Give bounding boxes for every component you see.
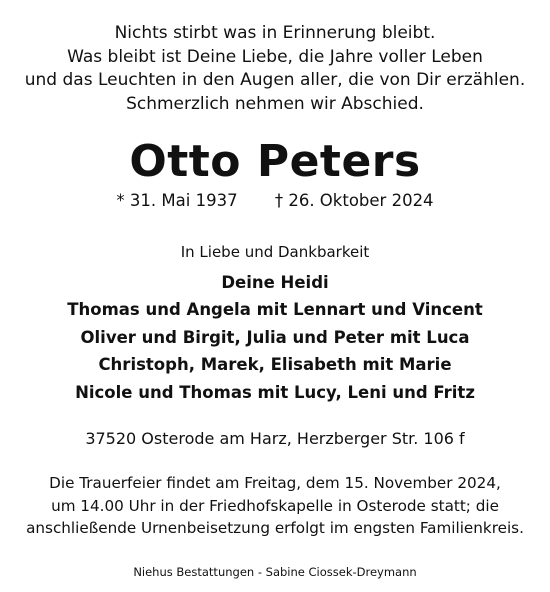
mourner-line: Deine Heidi [221, 273, 329, 292]
poem [0, 22, 550, 116]
birth-date: * 31. Mai 1937 [116, 191, 238, 210]
poem-line: und das Leuchten in den Augen aller, die von Dir erzählen. [24, 70, 526, 90]
mourner-line: Christoph, Marek, Elisabeth mit Marie [98, 355, 452, 375]
deceased-name: Otto Peters [129, 136, 421, 187]
address: 37520 Osterode am Harz, Herzberger Str. 106 f [85, 429, 465, 448]
mourner-line: Nicole und Thomas mit Lucy, Leni und Fritz [75, 382, 475, 402]
mourner-line: Thomas und Angela mit Lennart und Vincent [67, 300, 483, 320]
funeral-info [0, 472, 550, 540]
dedication: In Liebe und Dankbarkeit [180, 243, 370, 261]
funeral-info-line: um 14.00 Uhr in der Friedhofskapelle in Osterode statt; die [51, 496, 499, 515]
poem-line: Was bleibt ist Deine Liebe, die Jahre voller Leben [67, 46, 483, 67]
undertaker: Niehus Bestattungen - Sabine Ciossek-Dreymann [133, 565, 417, 579]
mourners-list [0, 269, 550, 406]
life-dates [0, 190, 550, 212]
funeral-info-line: Die Trauerfeier findet am Freitag, dem 15. November 2024, [49, 474, 501, 492]
poem-line: Nichts stirbt was in Erinnerung bleibt. [114, 23, 436, 43]
funeral-info-line: anschließende Urnenbeisetzung erfolgt im engsten Familienkreis. [26, 519, 524, 537]
poem-line: Schmerzlich nehmen wir Abschied. [126, 93, 424, 114]
mourner-line: Oliver und Birgit, Julia und Peter mit Luca [80, 327, 470, 347]
death-date: † 26. Oktober 2024 [274, 191, 434, 210]
